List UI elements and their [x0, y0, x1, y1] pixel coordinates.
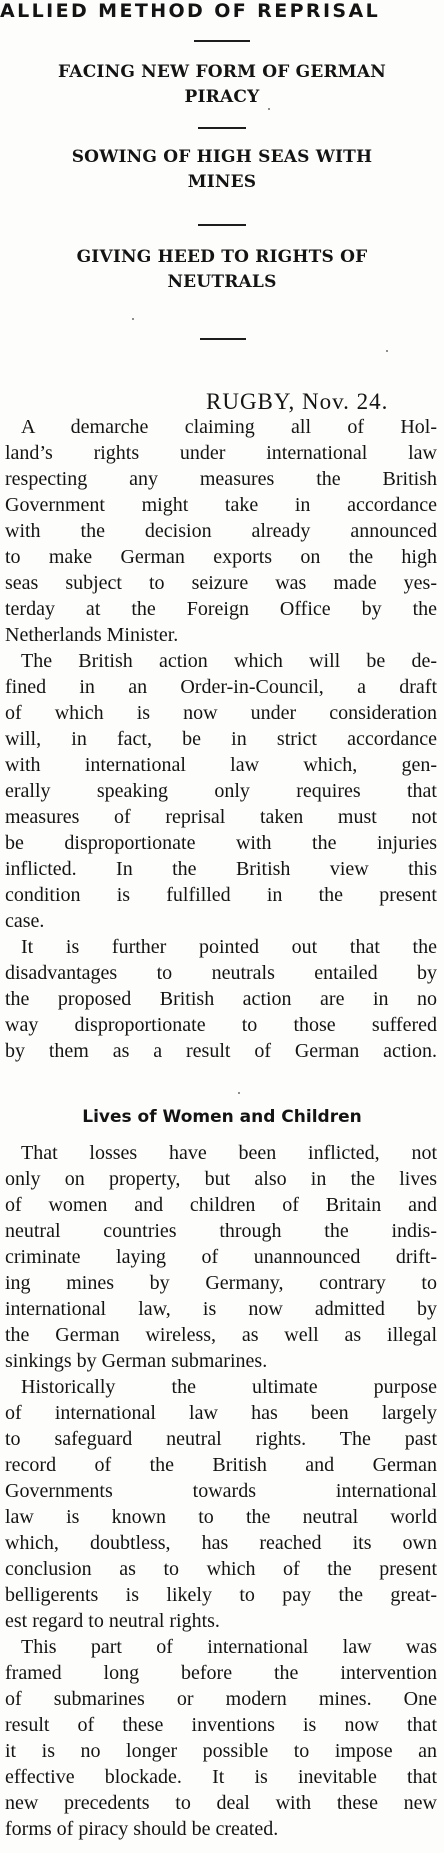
text-line: belligerents is likely to pay the great- [5, 1584, 437, 1606]
text-line: the German wireless, as well as illegal [5, 1324, 437, 1346]
text-line: of which is now under consideration [5, 702, 437, 724]
text-line: to make German exports on the high [5, 546, 437, 568]
text-line: seas subject to seizure was made yes- [5, 572, 437, 594]
rule-3 [200, 338, 246, 340]
text-line: erally speaking only requires that [5, 780, 437, 802]
headline-3 [0, 245, 444, 295]
text-line: of submarines or modern mines. One [5, 1688, 437, 1710]
paragraph-4 [5, 1140, 437, 1374]
text-line: That losses have been inflicted, not [21, 1142, 437, 1164]
headline-2-line-1: SOWING OF HIGH SEAS WITH [71, 147, 373, 167]
text-line: condition is fulfilled in the present [5, 884, 437, 906]
rule-top [194, 40, 250, 42]
headline-3-line-2: NEUTRALS [167, 272, 277, 292]
text-line: terday at the Foreign Office by the [5, 598, 437, 620]
rule-2 [198, 224, 246, 226]
text-line: est regard to neutral rights. [5, 1610, 220, 1632]
print-speck [268, 108, 270, 110]
text-line: result of these inventions is now that [5, 1714, 437, 1736]
text-line: Historically the ultimate purpose [21, 1376, 437, 1398]
headline-1-line-2: PIRACY [184, 87, 260, 107]
text-line: land’s rights under international law [5, 442, 437, 464]
headline-1 [0, 60, 444, 110]
text-line: disadvantages to neutrals entailed by [5, 962, 437, 984]
text-line: law is known to the neutral world [5, 1506, 437, 1528]
text-line: sinkings by German submarines. [5, 1350, 268, 1372]
headline-2-line-2: MINES [187, 172, 257, 192]
text-line: neutral countries through the indis- [5, 1220, 437, 1242]
text-line: with international law which, gen- [5, 754, 437, 776]
text-line: case. [5, 910, 45, 932]
paragraph-2 [5, 648, 437, 934]
text-line: This part of international law was [21, 1636, 437, 1658]
text-line: Netherlands Minister. [5, 624, 179, 646]
paragraph-1 [5, 414, 437, 648]
text-line: by them as a result of German action. [5, 1040, 437, 1062]
text-line: fined in an Order-in-Council, a draft [5, 676, 437, 698]
text-line: respecting any measures the British [5, 468, 437, 490]
print-speck [132, 318, 134, 320]
text-line: measures of reprisal taken must not [5, 806, 437, 828]
text-line: conclusion as to which of the present [5, 1558, 437, 1580]
text-line: record of the British and German [5, 1454, 437, 1476]
text-line: the proposed British action are in no [5, 988, 437, 1010]
headline-3-line-1: GIVING HEED TO RIGHTS OF [76, 247, 368, 267]
text-line: It is further pointed out that the [21, 936, 437, 958]
text-line: inflicted. In the British view this [5, 858, 437, 880]
headline-1-line-1: FACING NEW FORM OF GERMAN [58, 62, 386, 82]
text-line: which, doubtless, has reached its own [5, 1532, 437, 1554]
text-line: forms of piracy should be created. [5, 1818, 279, 1840]
text-line: Governments towards international [5, 1480, 437, 1502]
text-line: international law, is now admitted by [5, 1298, 437, 1320]
subheading: Lives of Women and Children [82, 1107, 362, 1127]
text-line: of international law has been largely [5, 1402, 437, 1424]
paragraph-3 [5, 934, 437, 1064]
text-line: will, in fact, be in strict accordance [5, 728, 437, 750]
text-line: ing mines by Germany, contrary to [5, 1272, 437, 1294]
text-line: with the decision already announced [5, 520, 437, 542]
kicker-headline: ALLIED METHOD OF REPRISAL [0, 0, 381, 22]
text-line: effective blockade. It is inevitable that [5, 1766, 437, 1788]
paragraph-5 [5, 1374, 437, 1634]
text-line: The British action which will be de- [21, 650, 437, 672]
text-line: new precedents to deal with these new [5, 1792, 437, 1814]
text-line: to safeguard neutral rights. The past [5, 1428, 437, 1450]
text-line: of women and children of Britain and [5, 1194, 437, 1216]
dateline: RUGBY, Nov. 24. [206, 389, 389, 414]
text-line: criminate laying of unannounced drift- [5, 1246, 437, 1268]
text-line: be disproportionate with the injuries [5, 832, 437, 854]
text-line: framed long before the intervention [5, 1662, 437, 1684]
paragraph-6 [5, 1634, 437, 1842]
text-line: only on property, but also in the lives [5, 1168, 437, 1190]
print-speck [386, 350, 388, 352]
text-line: A demarche claiming all of Hol- [21, 416, 437, 438]
text-line: way disproportionate to those suffered [5, 1014, 437, 1036]
text-line: Government might take in accordance [5, 494, 437, 516]
print-speck [238, 1092, 240, 1094]
rule-1 [198, 127, 246, 129]
text-line: it is no longer possible to impose an [5, 1740, 437, 1762]
headline-2 [0, 145, 444, 195]
